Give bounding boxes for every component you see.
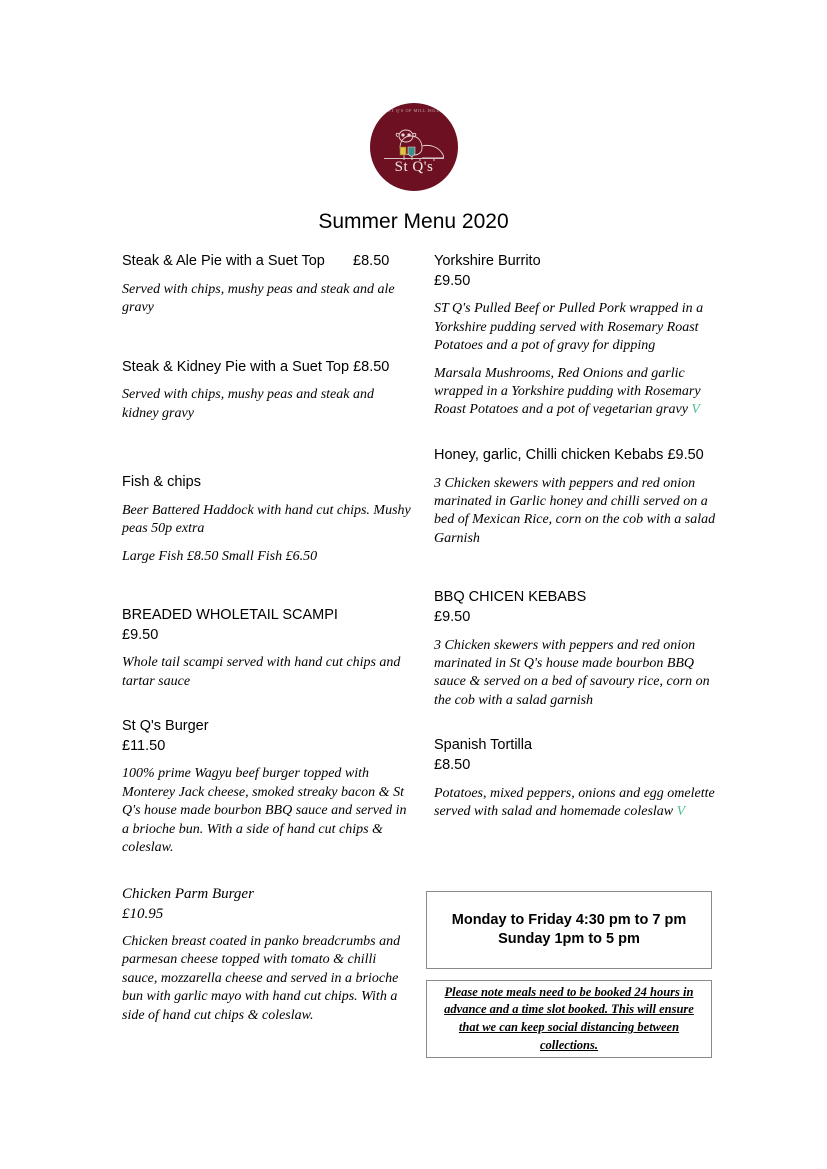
menu-item-bbq-chicken-kebabs <box>434 588 719 710</box>
logo-name: St Q's <box>394 159 434 175</box>
spacer <box>434 420 719 446</box>
spacer <box>122 318 412 358</box>
spacer <box>122 858 412 884</box>
item-price: £9.50 <box>434 608 471 625</box>
item-description-sizes: Large Fish £8.50 Small Fish £6.50 <box>122 548 318 564</box>
item-description: Served with chips, mushy peas and steak and ale gravy <box>122 281 395 316</box>
item-description: ST Q's Pulled Beef or Pulled Pork wrapped in a Yorkshire pudding served with Rosemary Roast Potatoes and a pot of gravy for dipping <box>434 301 704 354</box>
spacer <box>122 566 412 606</box>
item-description-text: Marsala Mushrooms, Red Onions and garlic wrapped in a Yorkshire pudding with Rosemary Roast Potatoes and a pot of vegetarian gravy <box>434 365 701 418</box>
item-description: Chicken breast coated in panko breadcrumbs and parmesan cheese topped with tomato & chilli sauce, mozzarella cheese and served in a brioche bun with garlic mayo with hand cut chips. With a side of hand cut chips & coleslaw. <box>122 934 401 1023</box>
menu-item-steak-kidney-pie <box>122 358 412 424</box>
menu-item-yorkshire-burrito <box>434 252 719 420</box>
item-description: Whole tail scampi served with hand cut chips and tartar sauce <box>122 655 401 689</box>
left-column <box>122 252 412 1025</box>
menu-item-steak-ale-pie <box>122 252 412 318</box>
item-heading: BBQ CHICEN KEBABS <box>434 589 587 606</box>
menu-item-honey-garlic-chilli-chicken-kebabs <box>434 446 719 548</box>
spacer <box>122 691 412 717</box>
opening-hours-line-2: Sunday 1pm to 5 pm <box>498 931 640 947</box>
item-description: Beer Battered Haddock with hand cut chips. Mushy peas 50p extra <box>122 502 411 537</box>
st-qs-logo <box>370 103 458 191</box>
right-column <box>434 252 719 821</box>
item-price: £10.95 <box>122 905 164 922</box>
item-heading: Steak & Ale Pie with a Suet Top £8.50 <box>122 253 390 269</box>
spacer <box>122 423 412 473</box>
menu-item-fish-and-chips <box>122 473 412 566</box>
item-price: £9.50 <box>434 272 471 289</box>
menu-item-breaded-wholetail-scampi <box>122 606 412 691</box>
spacer <box>434 710 719 736</box>
item-price: £8.50 <box>434 756 471 773</box>
item-heading: Spanish Tortilla <box>434 737 533 754</box>
item-heading: Chicken Parm Burger <box>122 885 254 902</box>
logo-arc-text: ST Q'S OF MILL HILL <box>388 108 440 113</box>
opening-hours-box <box>426 891 712 969</box>
item-heading: Honey, garlic, Chilli chicken Kebabs £9.50 <box>434 446 704 463</box>
logo-circle <box>370 103 458 191</box>
item-heading: Yorkshire Burrito <box>434 253 541 269</box>
item-description-text: Potatoes, mixed peppers, onions and egg omelette served with salad and homemade coleslaw <box>434 785 715 819</box>
spacer <box>434 548 719 588</box>
vegetarian-marker: V <box>691 402 700 418</box>
item-description: 100% prime Wagyu beef burger topped with Monterey Jack cheese, smoked streaky bacon & St Q's house made bourbon BBQ sauce and served in a brioche bun. With a side of hand cut chips & coleslaw. <box>122 766 407 856</box>
item-description: 3 Chicken skewers with peppers and red onion marinated in Garlic honey and chilli served on a bed of Mexican Rice, corn on the cob with a salad Garnish <box>434 475 716 546</box>
vegetarian-marker: V <box>676 803 686 819</box>
menu-item-st-qs-burger <box>122 717 412 857</box>
opening-hours-line-1: Monday to Friday 4:30 pm to 7 pm <box>451 912 687 929</box>
booking-notice-box <box>426 980 712 1058</box>
item-description: Served with chips, mushy peas and steak and kidney gravy <box>122 387 374 421</box>
opening-hours-text <box>452 911 686 949</box>
item-heading: Fish & chips <box>122 474 201 490</box>
item-description <box>434 785 719 822</box>
menu-item-chicken-parm-burger <box>122 884 412 1026</box>
sheep-icon <box>370 103 458 191</box>
item-price: £11.50 <box>122 737 166 754</box>
page-title: Summer Menu 2020 <box>318 210 509 233</box>
menu-item-spanish-tortilla <box>434 736 719 821</box>
item-heading: Steak & Kidney Pie with a Suet Top £8.50 <box>122 358 390 375</box>
item-heading: BREADED WHOLETAIL SCAMPI <box>122 606 338 623</box>
item-description-vegetarian <box>434 365 719 420</box>
item-description: 3 Chicken skewers with peppers and red onion marinated in St Q's house made bourbon BBQ sauce & served on a bed of savoury rice, corn on the cob with a salad garnish <box>434 637 710 708</box>
booking-notice-text: Please note meals need to be booked 24 hours in advance and a time slot booked. This will ensure that we can keep social distancing between collections. <box>444 984 694 1052</box>
item-heading: St Q's Burger <box>122 718 209 735</box>
item-price: £9.50 <box>122 626 159 643</box>
